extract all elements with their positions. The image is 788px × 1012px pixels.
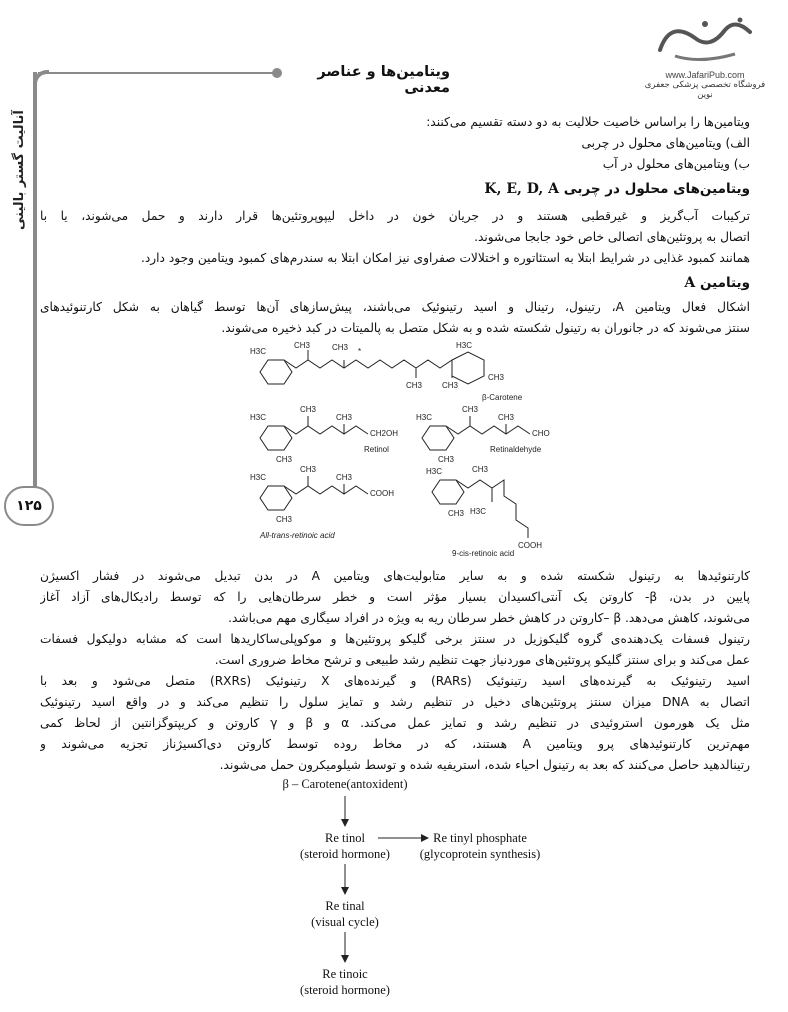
flow-node-retinal-sub: (visual cycle) — [311, 915, 379, 929]
bc-star-label: * — [358, 347, 362, 356]
nine-cis-cooh-label: COOH — [518, 541, 542, 550]
section-fat-heading-fa: ویتامین‌های محلول در چربی — [563, 181, 750, 197]
body-p3-line2: پایین در بدن، β- کاروتن یک آنتی‌اکسیدان بسیار مؤثر است و خطر سرطان‌هایی را که توسط رادیکال‌های آزاد آغاز — [40, 590, 750, 604]
section-a-p1-line2: سنتز می‌شوند که در جانوران به رتینول شکسته شده و به شکل متصل به پالمیتات در کبد ذخیره می‌شوند. — [221, 321, 750, 335]
all-trans-ch3-label: CH3 — [276, 515, 293, 524]
logo-tagline: فروشگاه تخصصی پزشکی جعفری نوین — [644, 80, 766, 100]
body-p5-line5: رتینالدهید حاصل می‌کنند که بعد به رتینول احیاء شده، استریفیه شده و توسط شیلومیکرون حمل می‌شوند. — [219, 758, 750, 772]
nine-cis-ch3-top: CH3 — [472, 465, 489, 474]
retinaldehyde-ch3-label: CH3 — [438, 455, 455, 464]
section-fat-p1-line2: اتصال به پروتئین‌های اتصالی خاص خود جابجا می‌شوند. — [474, 230, 750, 244]
all-trans-h3c-label: H3C — [250, 473, 267, 482]
section-a-heading-latin: A — [684, 275, 696, 291]
body-p4-line2: عمل می‌کند و برای سنتز گلیکو پروتئین‌های موردنیاز جهت تنظیم رشد طبیعی و ترشح مخاط ضروری است. — [214, 653, 750, 667]
bc-ch3-label-2: CH3 — [332, 343, 349, 352]
body-p3-line3: می‌شوند، کاهش می‌دهد. β –کاروتن در کاهش خطر سرطان ریه به ویژه در افراد سیگاری مهم می‌باشد. — [228, 611, 750, 625]
all-trans-cooh-label: COOH — [370, 489, 394, 498]
section-fat-heading-latin: K, E, D, A — [484, 181, 559, 197]
flow-node-beta-carotene: β – Carotene(antoxident) — [282, 777, 408, 791]
intro-line: ویتامین‌ها را براساس خاصیت حلالیت به دو دسته تقسیم می‌کنند: — [426, 115, 750, 129]
body-p5-line1: اسید رتینوئیک به گیرنده‌های اسید رتینوئیک (RARs) و گیرنده‌های X رتینوئیک (RXRs) متصل می‌شود و بعد با — [40, 674, 750, 688]
section-fat-p1-line1: ترکیبات آب‌گریز و غیرقطبی هستند و در جریان خون در داخل لیپوپروتئین‌ها قرار دارند و حمل می‌شوند، یا با — [40, 209, 750, 223]
bc-ch3-label-1: CH3 — [294, 341, 311, 350]
bc-ch3-label-3: CH3 — [406, 381, 423, 390]
page-number: ۱۲۵ — [16, 498, 42, 514]
bc-h3c-label: H3C — [250, 347, 267, 356]
flow-node-retinol-sub: (steroid hormone) — [300, 847, 390, 861]
nine-cis-label: 9-cis-retinoic acid — [452, 549, 515, 558]
retinol-ch3-top-1: CH3 — [300, 405, 317, 414]
chapter-title: ویتامین‌ها و عناصر معدنی — [317, 64, 450, 96]
flow-node-retinyl-title: Re tinyl phosphate — [433, 831, 527, 845]
retinaldehyde-ch3-top-2: CH3 — [498, 413, 515, 422]
section-fat-p2: همانند کمبود غذایی در شرایط ابتلا به استئاتوره و اختلالات صفراوی نیز امکان ابتلا به سندرم‌های کمبود ویتامین وجود دارد. — [140, 251, 750, 265]
all-trans-ch3-top-2: CH3 — [336, 473, 353, 482]
bc-ch3-label-4: CH3 — [442, 381, 459, 390]
bc-h3c-label-2: H3C — [456, 341, 473, 350]
flow-node-retinoic-sub: (steroid hormone) — [300, 983, 390, 997]
retinaldehyde-h3c-label: H3C — [416, 413, 433, 422]
flow-node-retinyl-sub: (glycoprotein synthesis) — [419, 847, 541, 861]
body-p4-line1: رتینول فسفات یک‌دهنده‌ی گروه گلیکوزیل در سنتز برخی گلیکو پروتئین‌ها و موکوپلی‌ساکاریدها است که مشابه دولیکول فسفات — [40, 632, 750, 646]
flow-node-retinal-title: Re tinal — [325, 899, 365, 913]
retinol-ch2oh-label: CH2OH — [370, 429, 399, 438]
retinaldehyde-label: Retinaldehyde — [490, 445, 542, 454]
section-a-p1-line1: اشکال فعال ویتامین A، رتینول، رتینال و اسید رتینوئیک می‌باشند، پیش‌سازهای آن‌ها توسط گیاهان به شکل کارتنوئیدهای — [40, 300, 750, 314]
body-p5-line3: مثل یک هورمون استروئیدی در تنظیم رشد و تمایز عمل می‌کند. α و β و γ کاروتن و کریپتوگزانتین از لحاظ کمی — [40, 716, 750, 730]
flow-node-retinoic-title: Re tinoic — [322, 967, 368, 981]
flow-node-retinol-title: Re tinol — [325, 831, 365, 845]
nine-cis-h3c-side: H3C — [470, 507, 487, 516]
beta-carotene-label: β-Carotene — [482, 393, 523, 402]
retinaldehyde-ch3-top-1: CH3 — [462, 405, 479, 414]
all-trans-ch3-top-1: CH3 — [300, 465, 317, 474]
retinol-ch3-top-2: CH3 — [336, 413, 353, 422]
body-p5-line2: اتصال به DNA میزان سنتز پروتئین‌های دخیل در تنظیم رشد و تمایز سلول را تنظیم می‌کند و در واقع اسید رتینوئیک — [40, 695, 750, 709]
nine-cis-h3c-label: H3C — [426, 467, 443, 476]
section-a-heading-fa: ویتامین — [699, 275, 750, 291]
bc-ch3-label-5: CH3 — [488, 373, 505, 382]
logo-url: www.JafariPub.com — [665, 70, 745, 80]
body-p3-line1: کارتنوئیدها به رتینول شکسته شده و به سایر متابولیت‌های ویتامین A در بدن تبدیل می‌شوند در فشار اکسیژن — [40, 569, 750, 583]
intro-item-a: الف) ویتامین‌های محلول در چربی — [581, 136, 750, 150]
nine-cis-ch3-label: CH3 — [448, 509, 465, 518]
intro-item-b: ب) ویتامین‌های محلول در آب — [602, 157, 750, 171]
all-trans-label: All-trans-retinoic acid — [260, 531, 335, 540]
book-title-vertical: آنالیت گستر بالینی — [12, 110, 27, 230]
retinol-h3c-label: H3C — [250, 413, 267, 422]
retinol-ch3-label: CH3 — [276, 455, 293, 464]
retinol-label: Retinol — [364, 445, 389, 454]
retinaldehyde-cho-label: CHO — [532, 429, 550, 438]
body-p5-line4: مهم‌ترین کارتنوئیدهای پرو ویتامین A هستند، که در مخاط روده توسط کاروتن دی‌اکسیژناز تجزیه می‌شوند و — [40, 737, 750, 751]
